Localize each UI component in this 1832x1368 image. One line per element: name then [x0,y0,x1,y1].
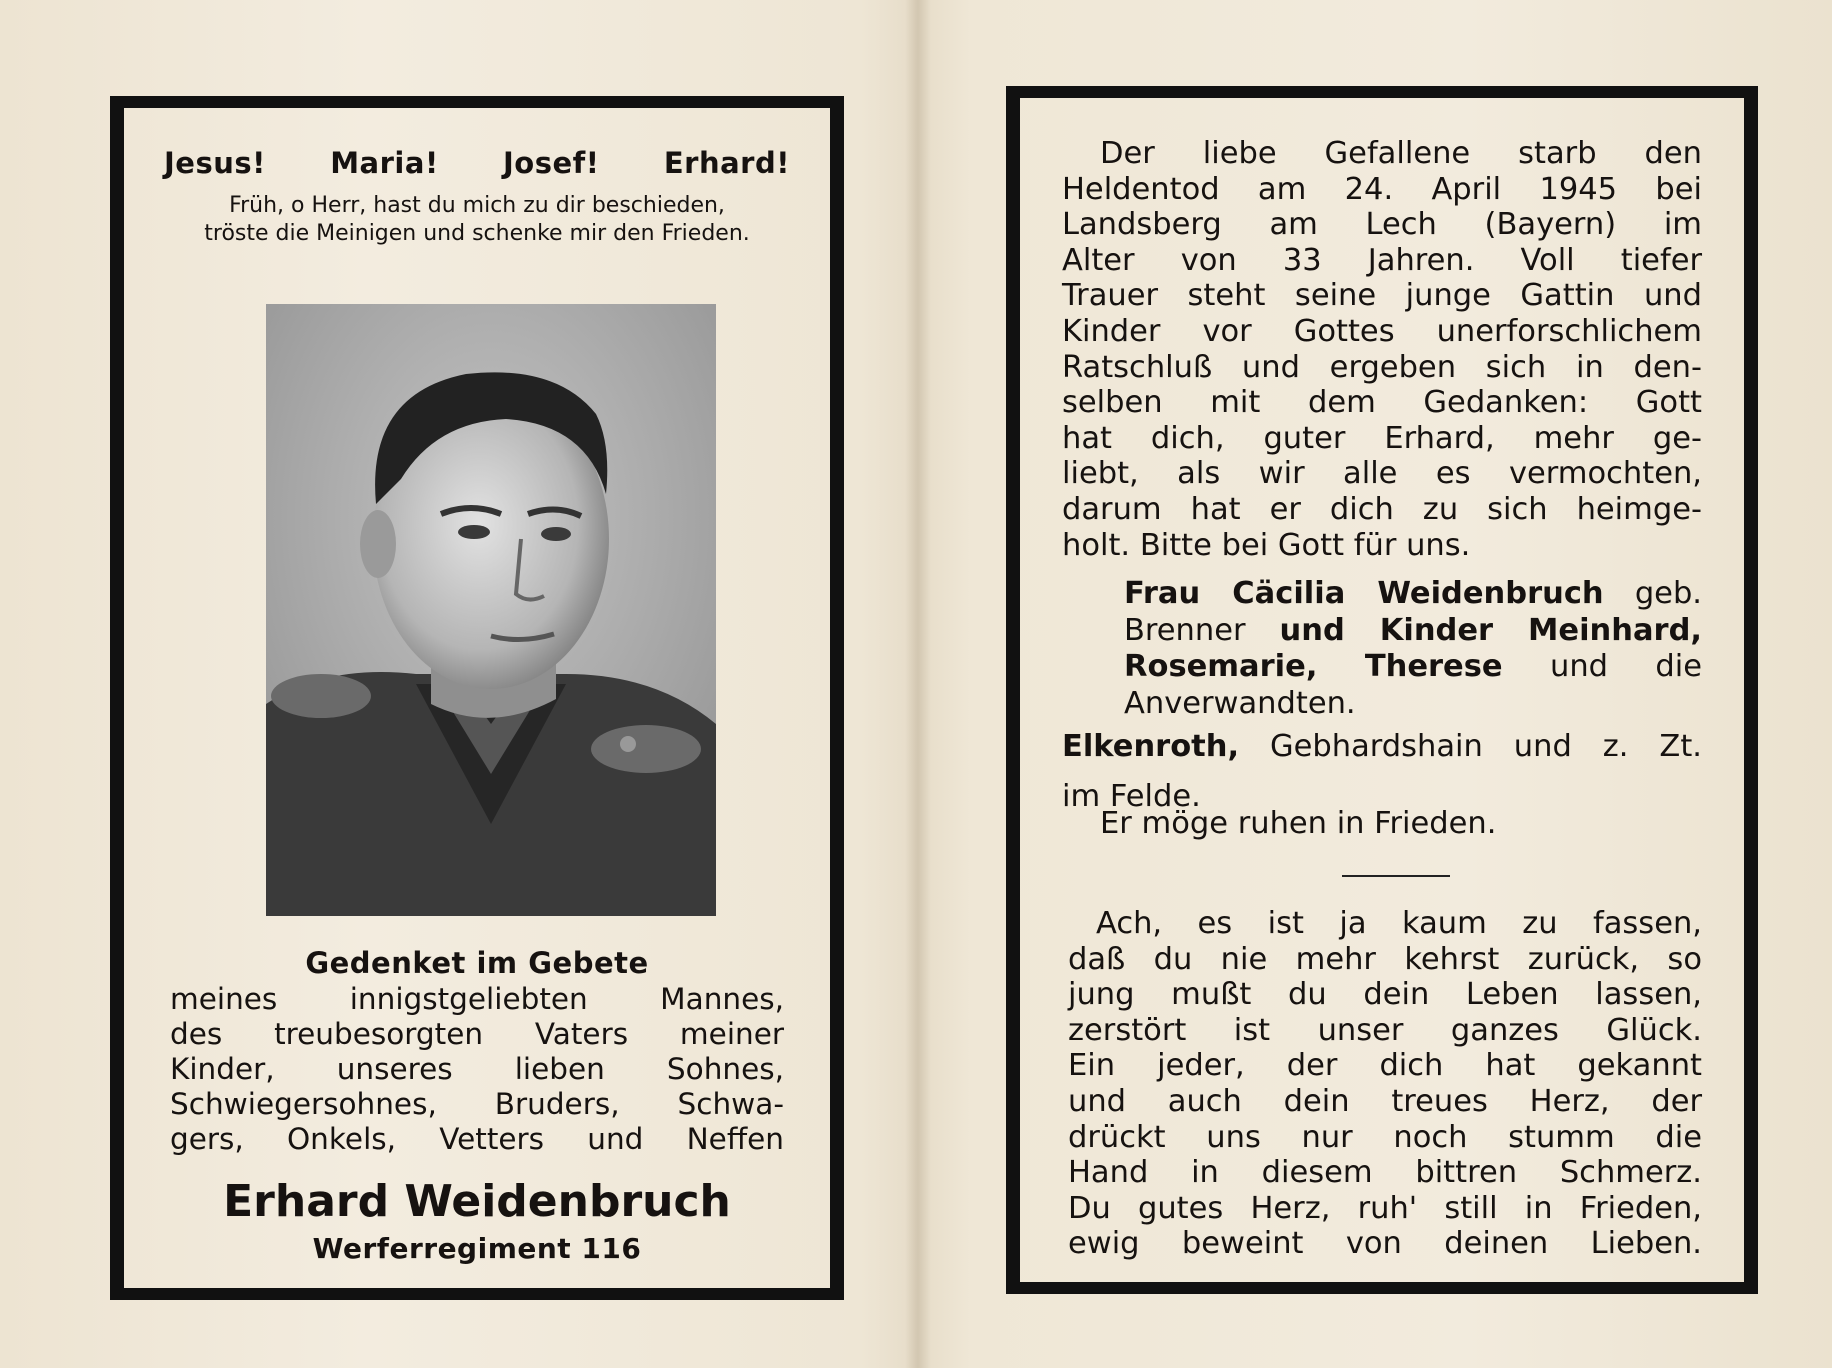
regiment: Werferregiment 116 [312,1232,642,1265]
family-line [1124,576,1702,613]
notice-line: liebt, als wir alle es vermochten, [1062,456,1702,492]
notice-line: Der liebe Gefallene starb den [1100,136,1702,171]
family-line [1124,613,1702,650]
widow-name: Frau Cäcilia Weidenbruch [1124,576,1604,611]
center-fold [905,0,931,1368]
notice-line: hat dich, guter Erhard, mehr ge- [1062,420,1702,456]
deceased-name: Erhard Weidenbruch [223,1176,731,1227]
invocation-maria: Maria! [330,146,439,180]
poem-line: und auch dein treues Herz, der [1068,1083,1702,1119]
portrait-photo [266,304,716,916]
dedication-line: Kinder, unseres lieben Sohnes, [170,1052,784,1086]
portrait-image [266,304,716,916]
dedication-line: gers, Onkels, Vetters und Neffen [170,1122,784,1156]
divider [1342,875,1450,877]
poem-line: jung mußt du dein Leben lassen, [1068,977,1702,1013]
place-line [1062,722,1702,772]
children-names: und Kinder Meinhard, [1279,612,1702,648]
poem-line: Du gutes Herz, ruh' still in Frieden, [1068,1190,1702,1226]
verse [164,192,790,248]
notice-line: Trauer steht seine junge Gattin und [1062,278,1702,314]
child-name: Therese [1364,649,1503,684]
poem-line: daß du nie mehr kehrst zurück, so [1068,941,1702,977]
place-bold: Elkenroth, [1062,729,1240,764]
family-text: und die [1549,649,1702,684]
poem-line: Ach, es ist ja kaum zu fassen, [1096,906,1702,941]
family-text: geb. [1634,576,1702,611]
notice-line: Kinder vor Gottes unerforschlichem [1062,313,1702,349]
poem [1068,906,1702,1262]
dedication-line: meines innigstgeliebten Mannes, [170,982,784,1016]
verse-line: tröste die Meinigen und schenke mir den Frieden. [204,221,750,246]
notice-line: Ratschluß und ergeben sich in den- [1062,349,1702,385]
dedication-line: Schwiegersohnes, Bruders, Schwa- [170,1087,784,1121]
notice-line: Landsberg am Lech (Bayern) im [1062,207,1702,243]
dedication-text [170,982,784,1157]
poem-line: Hand in diesem bittren Schmerz. [1068,1155,1702,1191]
notice-line: Alter von 33 Jahren. Voll tiefer [1062,242,1702,278]
notice-line: holt. Bitte bei Gott für uns. [1062,527,1471,563]
poem-line: Ein jeder, der dich hat gekannt [1068,1048,1702,1084]
notice-line: Heldentod am 24. April 1945 bei [1062,171,1702,207]
left-memorial-panel [110,96,844,1300]
family-line [1124,649,1702,686]
gedenket-heading: Gedenket im Gebete [305,946,649,980]
poem-line: drückt uns nur noch stumm die [1068,1119,1702,1155]
invocation-jesus: Jesus! [164,146,266,180]
rest-in-peace: Er möge ruhen in Frieden. [1100,806,1497,841]
poem-line: zerstört ist unser ganzes Glück. [1068,1012,1702,1048]
bereaved-family [1124,576,1702,722]
family-line: Anverwandten. [1124,685,1356,721]
verse-line: Früh, o Herr, hast du mich zu dir beschieden, [229,193,725,218]
invocation-erhard: Erhard! [663,146,790,180]
family-text: Brenner [1124,612,1246,648]
notice-line: darum hat er dich zu sich heimge- [1062,491,1702,527]
invocation-josef: Josef! [503,146,600,180]
place-line: im Felde. [1062,779,1201,814]
right-memorial-panel [1006,86,1758,1294]
death-notice-text [1062,136,1702,563]
poem-line: ewig beweint von deinen Lieben. [1068,1226,1702,1262]
place-text: Gebhardshain und z. Zt. [1269,729,1702,764]
child-name: Rosemarie, [1124,649,1318,684]
invocation-header [164,146,790,180]
dedication-line: des treubesorgten Vaters meiner [170,1017,784,1051]
notice-line: selben mit dem Gedanken: Gott [1062,385,1702,421]
